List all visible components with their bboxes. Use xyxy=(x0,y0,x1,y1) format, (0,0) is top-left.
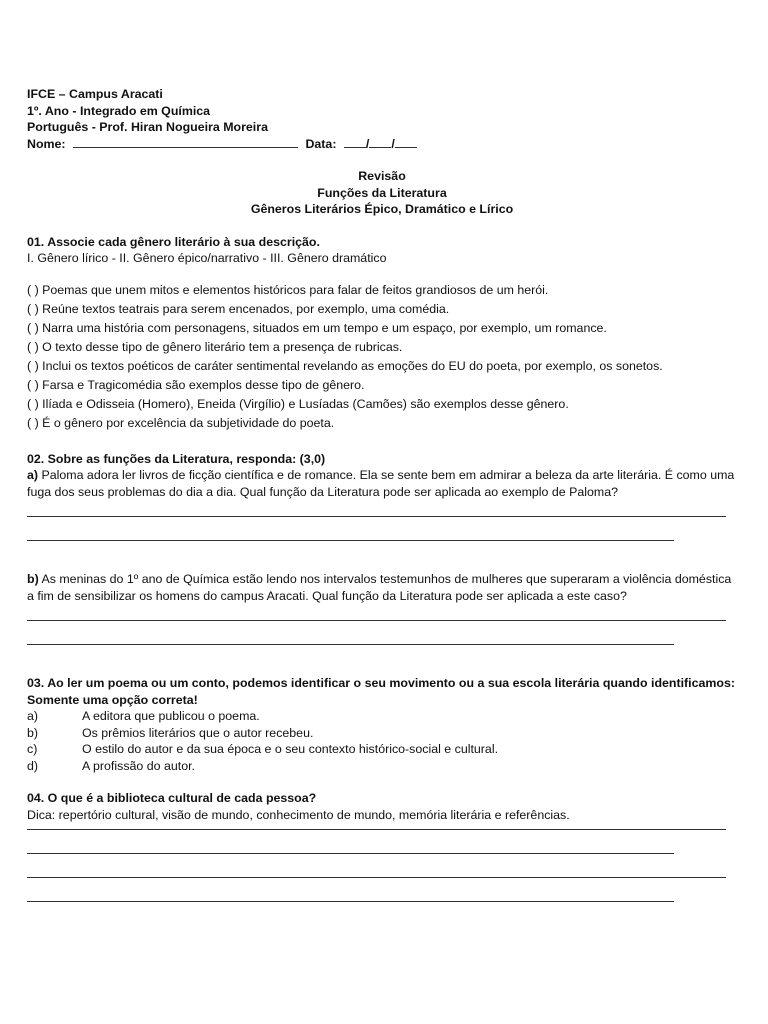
option-text: A profissão do autor. xyxy=(82,758,195,773)
date-month-field[interactable] xyxy=(369,147,391,148)
question-2 xyxy=(27,451,737,646)
exam-sheet xyxy=(27,86,737,902)
q1-item[interactable]: ( ) Ilíada e Odisseia (Homero), Eneida (Virgílio) e Lusíadas (Camões) são exemplos desse gênero. xyxy=(27,396,569,411)
date-label: Data: xyxy=(305,136,337,151)
q4-hint: Dica: repertório cultural, visão de mundo, conhecimento de mundo, memória literária e referências. xyxy=(27,807,570,822)
q1-item[interactable]: ( ) É o gênero por excelência da subjetividade do poeta. xyxy=(27,415,335,430)
q2a-body: Paloma adora ler livros de ficção científica e de romance. Ela se sente bem em admirar a beleza da arte literária. É como uma fuga dos seus problemas do dia a dia. Qual função da Literatura pode ser aplicada ao exemplo de Paloma? xyxy=(27,468,735,499)
q1-item[interactable]: ( ) Inclui os textos poéticos de caráter sentimental revelando as emoções do EU do poeta, por exemplo, os sonetos. xyxy=(27,358,663,373)
option-letter: a) xyxy=(27,709,39,723)
q1-genres: I. Gênero lírico - II. Gênero épico/narrativo - III. Gênero dramático xyxy=(27,251,387,265)
question-4 xyxy=(27,790,737,902)
date-separator: / xyxy=(391,136,395,151)
name-label: Nome: xyxy=(27,136,66,151)
title-funcoes: Funções da Literatura xyxy=(317,185,447,200)
q2b-text xyxy=(27,571,737,604)
q1-item[interactable]: ( ) Poemas que unem mitos e elementos históricos para falar de feitos grandiosos de um herói. xyxy=(27,282,549,297)
option-letter: c) xyxy=(27,742,38,756)
name-date-line xyxy=(27,136,737,153)
title-generos: Gêneros Literários Épico, Dramático e Lírico xyxy=(250,202,514,216)
option-letter: b) xyxy=(27,725,39,740)
option-text: Os prêmios literários que o autor recebeu. xyxy=(82,725,314,740)
name-field[interactable] xyxy=(73,147,298,148)
subject-line: Português - Prof. Hiran Nogueira Moreira xyxy=(27,120,268,134)
q3-option-b[interactable] xyxy=(27,725,737,742)
q2a-label: a) xyxy=(27,468,39,482)
q4-prompt: 04. O que é a biblioteca cultural de cada pessoa? xyxy=(27,791,317,805)
q3-prompt: 03. Ao ler um poema ou um conto, podemos identificar o seu movimento ou a sua escola literária quando identificamos: Somente uma opção correta! xyxy=(27,676,736,707)
option-text: A editora que publicou o poema. xyxy=(82,709,260,723)
answer-line[interactable] xyxy=(27,901,674,902)
question-1 xyxy=(27,234,737,433)
q1-item[interactable]: ( ) O texto desse tipo de gênero literário tem a presença de rubricas. xyxy=(27,339,403,354)
date-separator: / xyxy=(365,136,370,151)
q2-prompt: 02. Sobre as funções da Literatura, responda: (3,0) xyxy=(27,451,326,466)
question-3 xyxy=(27,675,737,774)
q2b-label: b) xyxy=(27,572,39,586)
title-revisao: Revisão xyxy=(358,169,406,183)
q1-item[interactable]: ( ) Farsa e Tragicomédia são exemplos desse tipo de gênero. xyxy=(27,377,365,392)
class-line: 1º. Ano - Integrado em Química xyxy=(27,103,211,118)
date-day-field[interactable] xyxy=(344,147,366,148)
q2b-body: As meninas do 1º ano de Química estão lendo nos intervalos testemunhos de mulheres que superaram a violência doméstica a fim de sensibilizar os homens do campus Aracati. Qual função da Literatura pode ser aplicada a este caso? xyxy=(27,572,732,603)
q3-option-c[interactable] xyxy=(27,741,737,758)
option-letter: d) xyxy=(27,758,39,773)
q3-option-d[interactable] xyxy=(27,758,737,775)
q1-prompt: 01. Associe cada gênero literário à sua descrição. xyxy=(27,234,320,249)
date-year-field[interactable] xyxy=(395,147,417,148)
q2a-text xyxy=(27,467,737,500)
header xyxy=(27,86,737,152)
q3-option-a[interactable] xyxy=(27,708,737,725)
titles xyxy=(27,168,737,218)
q1-item[interactable]: ( ) Reúne textos teatrais para serem encenados, por exemplo, uma comédia. xyxy=(27,301,450,316)
option-text: O estilo do autor e da sua época e o seu contexto histórico-social e cultural. xyxy=(82,742,499,756)
institution: IFCE – Campus Aracati xyxy=(27,87,163,101)
q1-item[interactable]: ( ) Narra uma história com personagens, situados em um tempo e um espaço, por exemplo, um romance. xyxy=(27,320,607,335)
